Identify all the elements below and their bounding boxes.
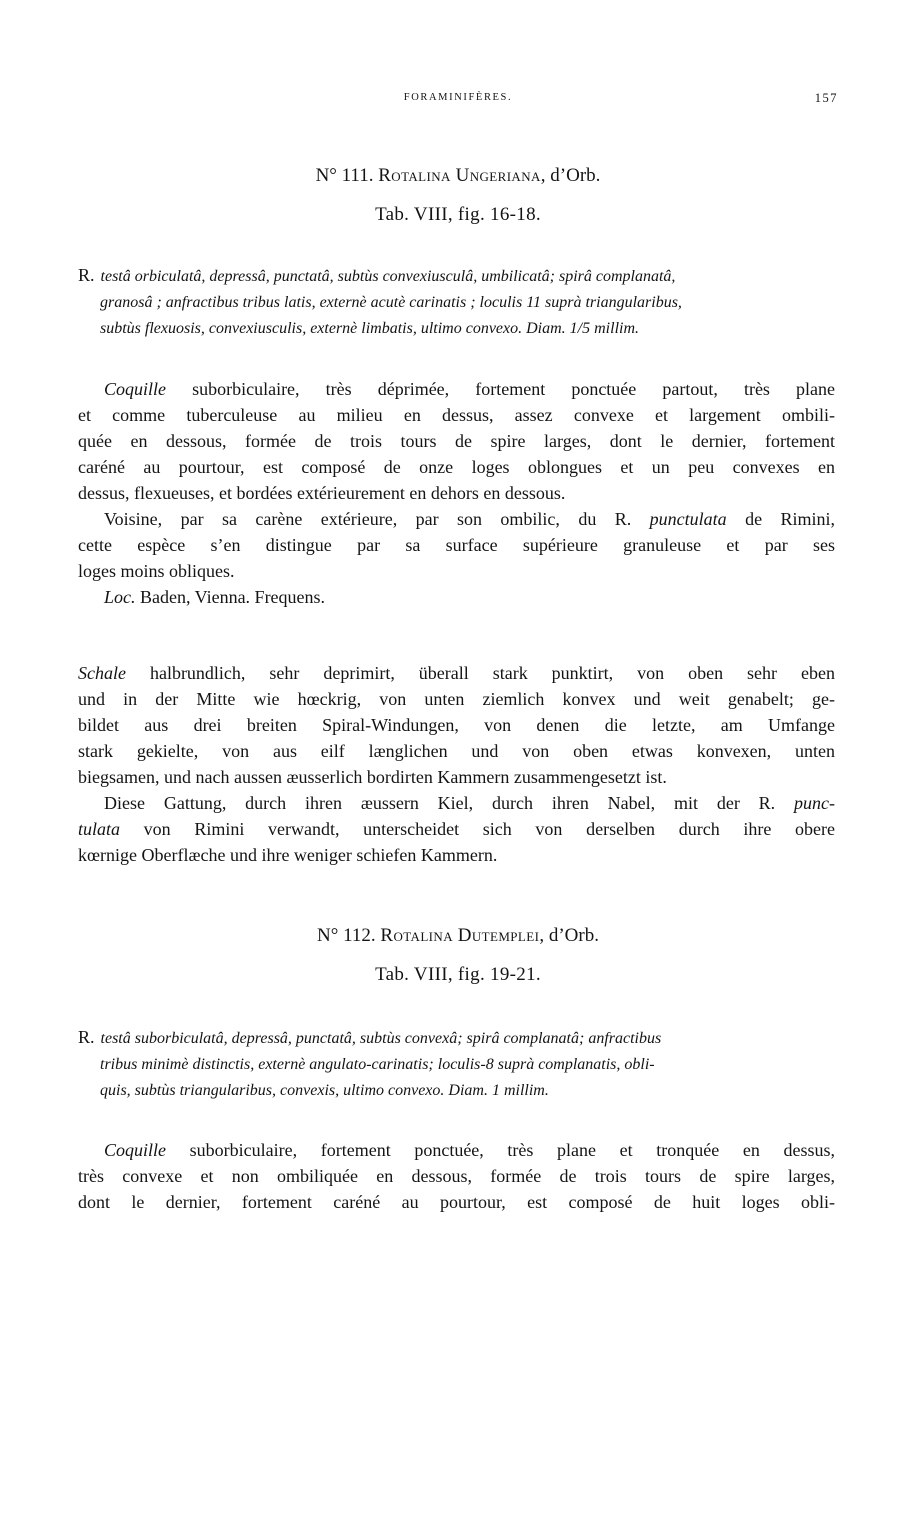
text-line: kœrnige Oberflæche und ihre weniger schiefen Kammern. — [78, 845, 498, 865]
entry-111-diagnosis — [78, 262, 836, 342]
diagnosis-line: quis, subtùs triangularibus, convexis, ultimo convexo. Diam. 1 millim. — [100, 1082, 549, 1099]
french-lead-word: Coquille — [104, 379, 166, 399]
german-lead-word: Schale — [78, 663, 126, 683]
entry-112-french-description — [78, 1137, 835, 1215]
diagnosis-lead: R. — [78, 265, 95, 285]
locality-text: Baden, Vienna. Frequens. — [135, 587, 326, 607]
genus-name: Rotalina — [378, 165, 451, 186]
text-line: cette espèce s’en distingue par sa surface supérieure granuleuse et par ses — [78, 535, 835, 555]
entry-111-heading — [78, 165, 838, 187]
entry-111-plate-ref: Tab. VIII, fig. 16-18. — [375, 204, 541, 225]
text-line: und in der Mitte wie hœckrig, von unten ziemlich konvex und weit genabelt; ge- — [78, 689, 835, 709]
genus-name: Rotalina — [380, 925, 453, 946]
text-line: dont le dernier, fortement caréné au pourtour, est composé de huit loges obli- — [78, 1192, 835, 1212]
species-name: Dutemplei — [457, 925, 540, 946]
diagnosis-line: granosâ ; anfractibus tribus latis, externè acutè carinatis ; loculis 11 suprà triangularibus, — [100, 294, 682, 311]
entry-112-heading — [78, 925, 838, 947]
locality-lead: Loc. — [104, 587, 136, 607]
species-reference: punctulata — [649, 509, 727, 529]
entry-111-german-description — [78, 660, 835, 868]
page-number: 157 — [814, 91, 838, 105]
diagnosis-lead: R. — [78, 1027, 95, 1047]
diagnosis-line: testâ suborbiculatâ, depressâ, punctatâ, subtùs convexâ; spirâ complanatâ; anfractibus — [100, 1030, 662, 1047]
diagnosis-line: subtùs flexuosis, convexiusculis, externè limbatis, ultimo convexo. Diam. 1/5 millim. — [100, 320, 640, 337]
species-reference: punc- — [794, 793, 835, 813]
text-line: suborbiculaire, fortement ponctuée, très plane et tronquée en dessus, — [166, 1140, 835, 1160]
text-line: halbrundlich, sehr deprimirt, überall stark punktirt, von oben sehr eben — [125, 663, 835, 683]
text-line: bildet aus drei breiten Spiral-Windungen, von denen die letzte, am Umfange — [78, 715, 835, 735]
text-line: très convexe et non ombiliquée en dessous, formée de trois tours de spire larges, — [78, 1166, 835, 1186]
text-line: dessus, flexueuses, et bordées extérieurement en dehors en dessous. — [78, 483, 566, 503]
diagnosis-line: tribus minimè distinctis, externè angulato-carinatis; loculis-8 suprà complanatis, obli- — [100, 1056, 655, 1073]
text-line: suborbiculaire, très déprimée, fortement ponctuée partout, très plane — [166, 379, 835, 399]
text-fragment: Voisine, par sa carène extérieure, par son ombilic, du R. — [104, 509, 650, 529]
text-line: et comme tuberculeuse au milieu en dessus, assez convexe et largement ombili- — [78, 405, 835, 425]
text-fragment: Diese Gattung, durch ihren æussern Kiel, durch ihren Nabel, mit der R. — [104, 793, 795, 813]
text-fragment: de Rimini, — [726, 509, 835, 529]
species-reference: tulata — [78, 819, 121, 839]
text-line: loges moins obliques. — [78, 561, 235, 581]
entry-112-diagnosis — [78, 1024, 836, 1104]
author: , d’Orb. — [540, 165, 601, 186]
entry-number: N° 111. — [315, 165, 374, 186]
author: , d’Orb. — [539, 925, 599, 946]
text-line: stark gekielte, von aus eilf længlichen und von oben etwas konvexen, unten — [78, 741, 835, 761]
french-lead-word: Coquille — [104, 1140, 166, 1160]
text-fragment: von Rimini verwandt, unterscheidet sich von derselben durch ihre obere — [120, 819, 835, 839]
entry-112-plate-ref: Tab. VIII, fig. 19-21. — [375, 964, 541, 985]
entry-number: N° 112. — [317, 925, 376, 946]
text-line: quée en dessous, formée de trois tours de spire larges, dont le dernier, fortement — [78, 431, 835, 451]
species-name: Ungeriana — [455, 165, 541, 186]
running-header — [78, 92, 838, 112]
diagnosis-line: testâ orbiculatâ, depressâ, punctatâ, subtùs convexiusculâ, umbilicatâ; spirâ complanatâ, — [100, 268, 676, 285]
running-title: FORAMINIFÈRES. — [403, 92, 513, 103]
text-line: biegsamen, und nach aussen æusserlich bordirten Kammern zusammengesetzt ist. — [78, 767, 667, 787]
text-line: caréné au pourtour, est composé de onze loges oblongues et un peu convexes en — [78, 457, 835, 477]
entry-111-french-description — [78, 376, 835, 610]
